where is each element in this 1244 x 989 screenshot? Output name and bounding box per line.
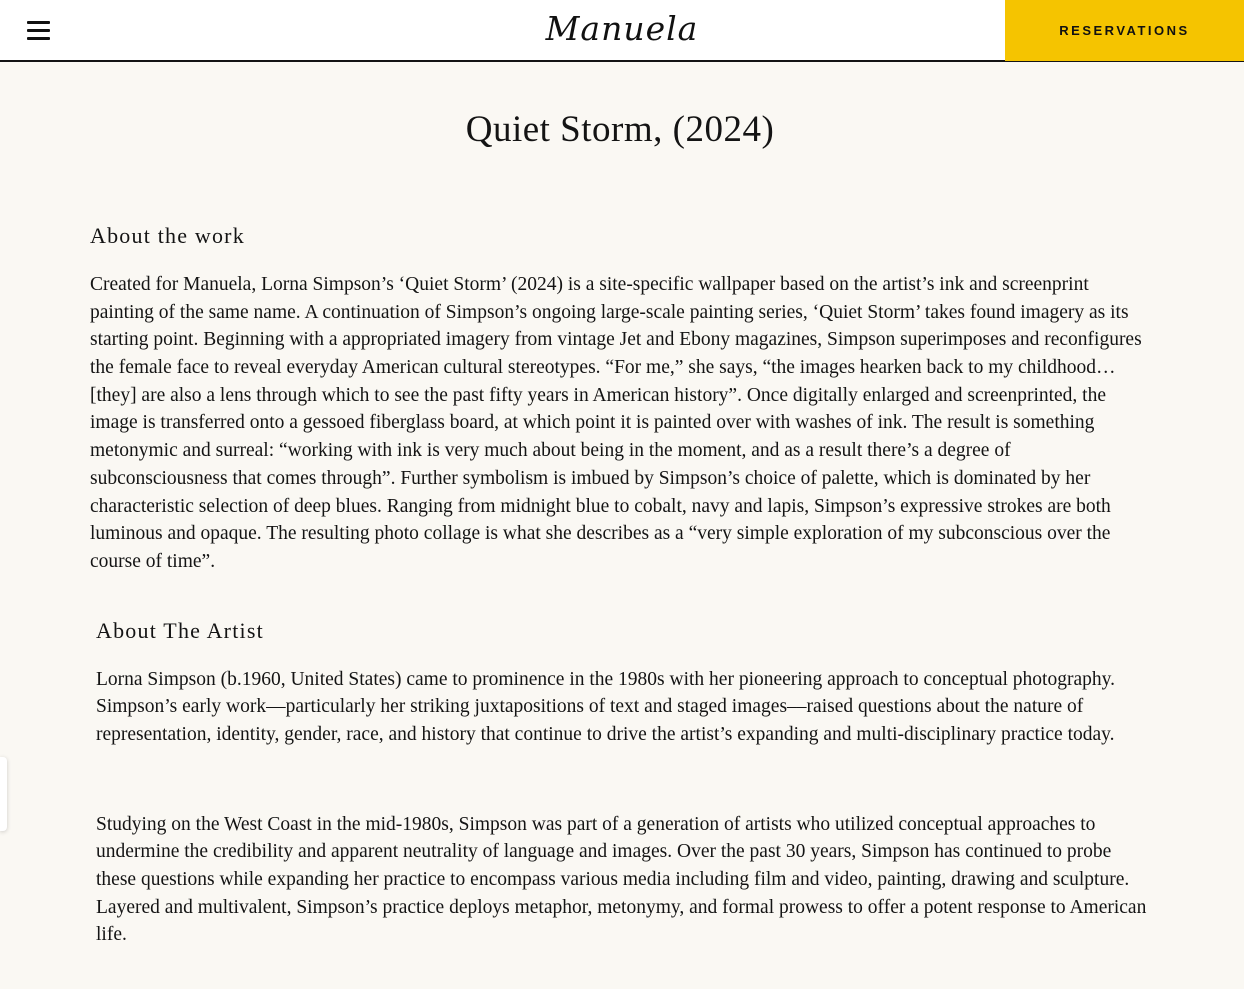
about-artist-heading: About The Artist (96, 617, 264, 643)
hamburger-bar (27, 29, 50, 32)
page-title: Quiet Storm, (2024) (465, 109, 775, 150)
about-work-heading: About the work (90, 223, 245, 248)
about-work-paragraph: Created for Manuela, Lorna Simpson’s ‘Quiet Storm’ (2024) is a site-specific wallpaper based on the artist’s ink and screenprint painting of the same name. A continuation of Simpson’s ongoing large-scale painting series, ‘Quiet Storm’ takes found imagery as its starting point. Beginning with a appropriated imagery from vintage Jet and Ebony magazines, Simpson superimposes and reconfigures the female face to reveal everyday American cultural stereotypes. “For me,” she says, “the images hearken back to my childhood… [they] are also a lens through which to see the past fifty years in American history”. Once digitally enlarged and screenprinted, the image is transferred onto a gessoed fiberglass board, at which point it is painted over with washes of ink. The result is something metonymic and surreal: “working with ink is very much about being in the moment, and as a result there’s a degree of subconsciousness that comes through”. Further symbolism is imbued by Simpson’s choice of palette, which is dominated by her characteristic selection of deep blues. Ranging from midnight blue to cobalt, navy and lapis, Simpson’s expressive strokes are both luminous and opaque. The resulting photo collage is what she describes as a “very simple exploration of my subconscious over the course of time”. (90, 274, 1142, 572)
top-navigation-bar (0, 0, 1244, 62)
left-edge-widget-sliver (0, 757, 7, 831)
main-content (0, 108, 1244, 989)
section-about-the-artist (90, 618, 1150, 950)
section-about-the-work (90, 223, 1150, 576)
hamburger-menu-button[interactable] (27, 21, 50, 40)
hamburger-bar (27, 21, 50, 24)
about-artist-paragraph-2: Studying on the West Coast in the mid-1980s, Simpson was part of a generation of artists who utilized conceptual approaches to undermine the credibility and apparent neutrality of language and images. Over the past 30 years, Simpson has continued to probe these questions while expanding her practice to encompass various media including film and video, painting, drawing and sculpture. Layered and multivalent, Simpson’s practice deploys metaphor, metonymy, and formal prowess to offer a potent response to American life. (96, 813, 1147, 946)
about-artist-paragraph-1: Lorna Simpson (b.1960, United States) came to prominence in the 1980s with her pioneering approach to conceptual photography. Simpson’s early work––particularly her striking juxtapositions of text and staged images––raised questions about the nature of representation, identity, gender, race, and history that continue to drive the artist’s expanding and multi-disciplinary practice today. (96, 668, 1115, 745)
brand-logo[interactable]: Manuela (545, 8, 699, 48)
reservations-button[interactable]: RESERVATIONS (1005, 0, 1244, 61)
hamburger-bar (27, 37, 50, 40)
